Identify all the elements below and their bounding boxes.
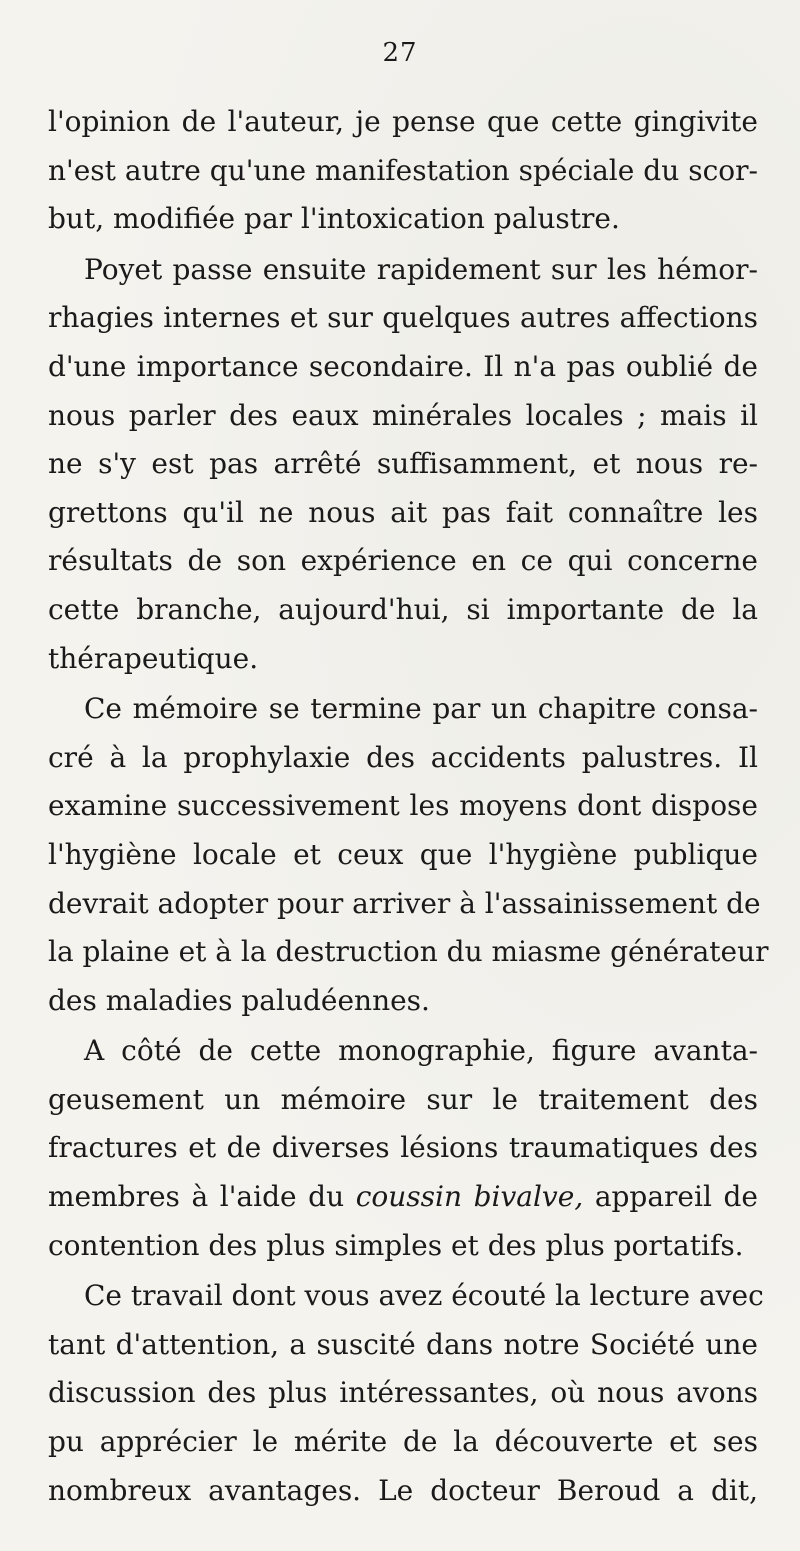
text-line: ne s'y est pas arrêté suffisamment, et nous re- <box>48 447 758 481</box>
text-line: discussion des plus intéressantes, où nous avons <box>48 1376 758 1410</box>
text-line: l'opinion de l'auteur, je pense que cette gingivite <box>48 105 758 138</box>
paragraph-2 <box>48 246 758 683</box>
text-line: Ce mémoire se termine par un chapitre consa- <box>84 692 758 726</box>
text-line: Poyet passe ensuite rapidement sur les hémor- <box>84 252 758 286</box>
text-line: rhagies internes et sur quelques autres affections <box>48 301 758 335</box>
text-line: fractures et de diverses lésions traumatiques des <box>48 1131 758 1165</box>
text-line: examine successivement les moyens dont dispose <box>48 789 758 823</box>
body-text <box>48 98 769 1515</box>
text-line: pu apprécier le mérite de la découverte et ses <box>48 1425 758 1459</box>
text-line: thérapeutique. <box>48 641 259 675</box>
text-line-with-italic <box>48 1173 758 1222</box>
text-line: but, modifiée par l'intoxication palustre. <box>48 202 620 236</box>
text-line: nombreux avantages. Le docteur Beroud a dit, <box>48 1473 758 1507</box>
text-line: devrait adopter pour arriver à l'assainissement de <box>48 886 761 920</box>
paragraph-1 <box>48 98 758 244</box>
text-line: nous parler des eaux minérales locales ; mais il <box>48 398 758 432</box>
text-fragment: appareil de <box>583 1180 758 1214</box>
text-line: la plaine et à la destruction du miasme générateur <box>48 935 769 969</box>
text-line: des maladies paludéennes. <box>48 983 430 1017</box>
text-line: cré à la prophylaxie des accidents palustres. Il <box>48 740 758 774</box>
italic-term: coussin bivalve, <box>355 1180 584 1214</box>
text-line: l'hygiène locale et ceux que l'hygiène publique <box>48 837 758 871</box>
text-line: d'une importance secondaire. Il n'a pas oublié de <box>48 349 758 383</box>
page-number: 27 <box>382 38 418 68</box>
text-line: résultats de son expérience en ce qui concerne <box>48 544 758 578</box>
text-line: Ce travail dont vous avez écouté la lecture avec <box>84 1279 764 1313</box>
paragraph-4 <box>48 1027 758 1270</box>
text-line: contention des plus simples et des plus portatifs. <box>48 1228 744 1262</box>
text-fragment: membres à l'aide du <box>48 1180 356 1214</box>
paragraph-3 <box>48 685 769 1025</box>
text-line: geusement un mémoire sur le traitement des <box>48 1082 758 1116</box>
text-line: cette branche, aujourd'hui, si importante de la <box>48 592 758 626</box>
text-line: tant d'attention, a suscité dans notre Société une <box>48 1327 758 1361</box>
text-line: A côté de cette monographie, figure avanta- <box>84 1034 758 1068</box>
text-line: n'est autre qu'une manifestation spéciale du scor- <box>48 153 758 187</box>
text-line: grettons qu'il ne nous ait pas fait connaître les <box>48 495 758 529</box>
paragraph-5 <box>48 1272 764 1515</box>
